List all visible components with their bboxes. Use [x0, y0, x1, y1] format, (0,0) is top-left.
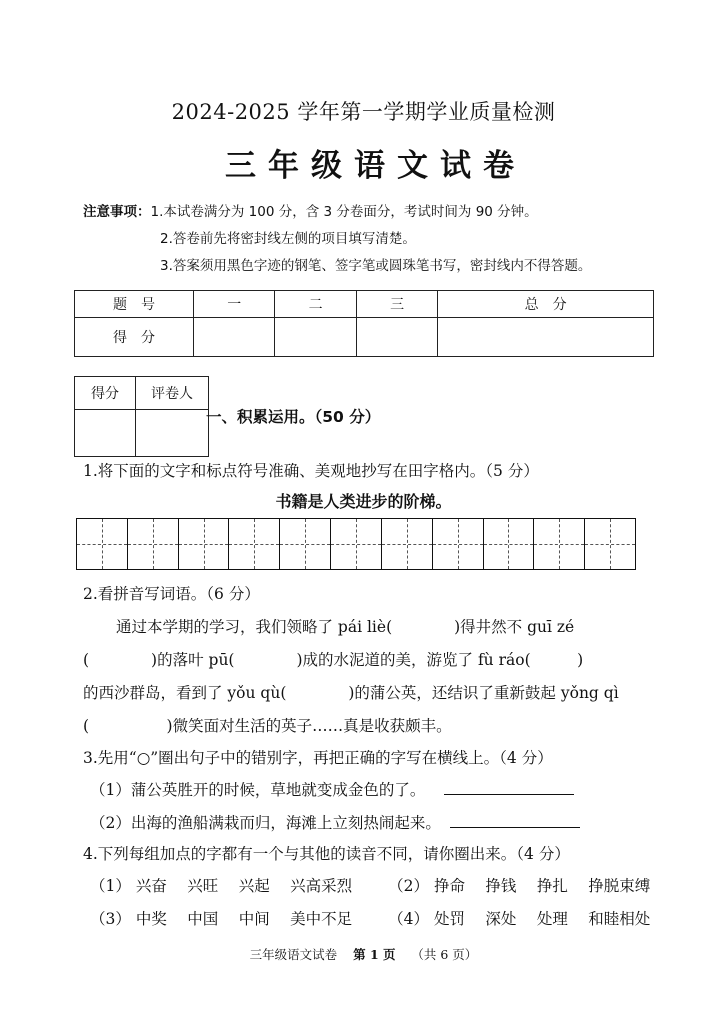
notice-item-1: 1.本试卷满分为 100 分，含 3 分卷面分，考试时间为 90 分钟。 [150, 204, 538, 220]
score-header-2: 二 [275, 291, 356, 318]
score-header-3: 三 [356, 291, 437, 318]
q3-title: 3.先用“○”圈出句子中的错别字，再把正确的字写在横线上。（4 分） [83, 749, 553, 767]
q4-word[interactable]: 挣扎 [536, 877, 568, 895]
q4-word[interactable]: 兴奋 [135, 877, 167, 895]
grid-cell[interactable] [534, 519, 585, 569]
score-header-1: 一 [194, 291, 275, 318]
notice-label: 注意事项： [83, 204, 151, 220]
q4-word[interactable]: 兴高采烈 [290, 877, 353, 895]
footer-title: 三年级语文试卷 [249, 947, 338, 962]
q2-line-3: 的西沙群岛，看到了 yǒu qù( )的蒲公英，还结识了重新鼓起 yǒng qì [83, 684, 619, 702]
q4-word[interactable]: 和睦相处 [588, 910, 651, 928]
score-header-label: 题 号 [75, 291, 194, 318]
q4-word[interactable]: 兴起 [238, 877, 270, 895]
score-cell-total[interactable] [438, 318, 654, 357]
grid-cell[interactable] [433, 519, 484, 569]
score-table [74, 290, 654, 357]
exam-title: 2024-2025 学年第一学期学业质量检测 [171, 100, 556, 124]
grader-name-label: 评卷人 [136, 377, 209, 410]
q4-word[interactable]: 兴旺 [187, 877, 219, 895]
grid-cell[interactable] [280, 519, 331, 569]
q2-line-4: ( )微笑面对生活的英子……真是收获颇丰。 [83, 717, 452, 735]
q3-answer-line-1[interactable] [444, 778, 574, 795]
section-1-title: 一、积累运用。（50 分） [206, 408, 381, 426]
q2-line-2: ( )的落叶 pū( )成的水泥道的美，游览了 fù ráo( ) [83, 651, 584, 669]
q3-sentence-2 [90, 811, 580, 833]
q4-title: 4.下列每组加点的字都有一个与其他的读音不同，请你圈出来。（4 分） [83, 845, 570, 863]
score-cell-2[interactable] [275, 318, 356, 357]
score-header-total: 总 分 [438, 291, 654, 318]
grader-score-cell[interactable] [75, 410, 136, 457]
grid-cell[interactable] [484, 519, 535, 569]
q4-word[interactable]: 中间 [238, 910, 270, 928]
grid-cell[interactable] [229, 519, 280, 569]
q4-g4-label: （4） [388, 910, 429, 928]
q4-g1-label: （1） [90, 877, 131, 895]
grader-name-cell[interactable] [136, 410, 209, 457]
q4-word[interactable]: 处理 [536, 910, 568, 928]
tianzige-grid[interactable] [76, 518, 636, 570]
grid-cell[interactable] [331, 519, 382, 569]
q2-title: 2.看拼音写词语。（6 分） [83, 585, 260, 603]
exam-subtitle: 三年级语文试卷 [225, 148, 526, 184]
q4-word[interactable]: 挣脱束缚 [588, 877, 651, 895]
page-footer [0, 945, 727, 963]
grid-cell[interactable] [179, 519, 230, 569]
score-cell-1[interactable] [194, 318, 275, 357]
notice-item-3: 3.答案须用黑色字迹的钢笔、签字笔或圆珠笔书写，密封线内不得答题。 [160, 258, 592, 274]
q4-word[interactable]: 中国 [187, 910, 219, 928]
q3-s2-text: （2）出海的渔船满栽而归，海滩上立刻热闹起来。 [90, 814, 441, 832]
q2-line-1: 通过本学期的学习，我们领略了 pái liè( )得井然不 guī zé [116, 618, 575, 636]
score-row-label: 得 分 [75, 318, 194, 357]
q1-sentence: 书籍是人类进步的阶梯。 [275, 492, 452, 511]
grader-table [74, 376, 209, 457]
grid-cell[interactable] [585, 519, 635, 569]
q4-g2-label: （2） [388, 877, 429, 895]
q1-instruction: 1.将下面的文字和标点符号准确、美观地抄写在田字格内。（5 分） [83, 462, 539, 480]
q4-word[interactable]: 中奖 [135, 910, 167, 928]
q4-word[interactable]: 美中不足 [290, 910, 353, 928]
footer-page: 第 1 页 [353, 947, 396, 962]
score-cell-3[interactable] [356, 318, 437, 357]
q4-word[interactable]: 处罚 [433, 910, 465, 928]
footer-total: （共 6 页） [411, 947, 478, 962]
grid-cell[interactable] [77, 519, 128, 569]
grid-cell[interactable] [128, 519, 179, 569]
notice-line-1 [83, 200, 538, 220]
q4-word[interactable]: 挣钱 [485, 877, 517, 895]
grader-score-label: 得分 [75, 377, 136, 410]
grid-cell[interactable] [382, 519, 433, 569]
q4-g3-label: （3） [90, 910, 131, 928]
q4-word[interactable]: 挣命 [433, 877, 465, 895]
q3-sentence-1 [90, 778, 574, 800]
notice-item-2: 2.答卷前先将密封线左侧的项目填写清楚。 [160, 231, 416, 247]
q4-row-2 [90, 907, 650, 929]
q4-row-1 [90, 874, 650, 896]
q4-word[interactable]: 深处 [485, 910, 517, 928]
q3-s1-text: （1）蒲公英胜开的时候，草地就变成金色的了。 [90, 781, 426, 799]
q3-answer-line-2[interactable] [450, 811, 580, 828]
